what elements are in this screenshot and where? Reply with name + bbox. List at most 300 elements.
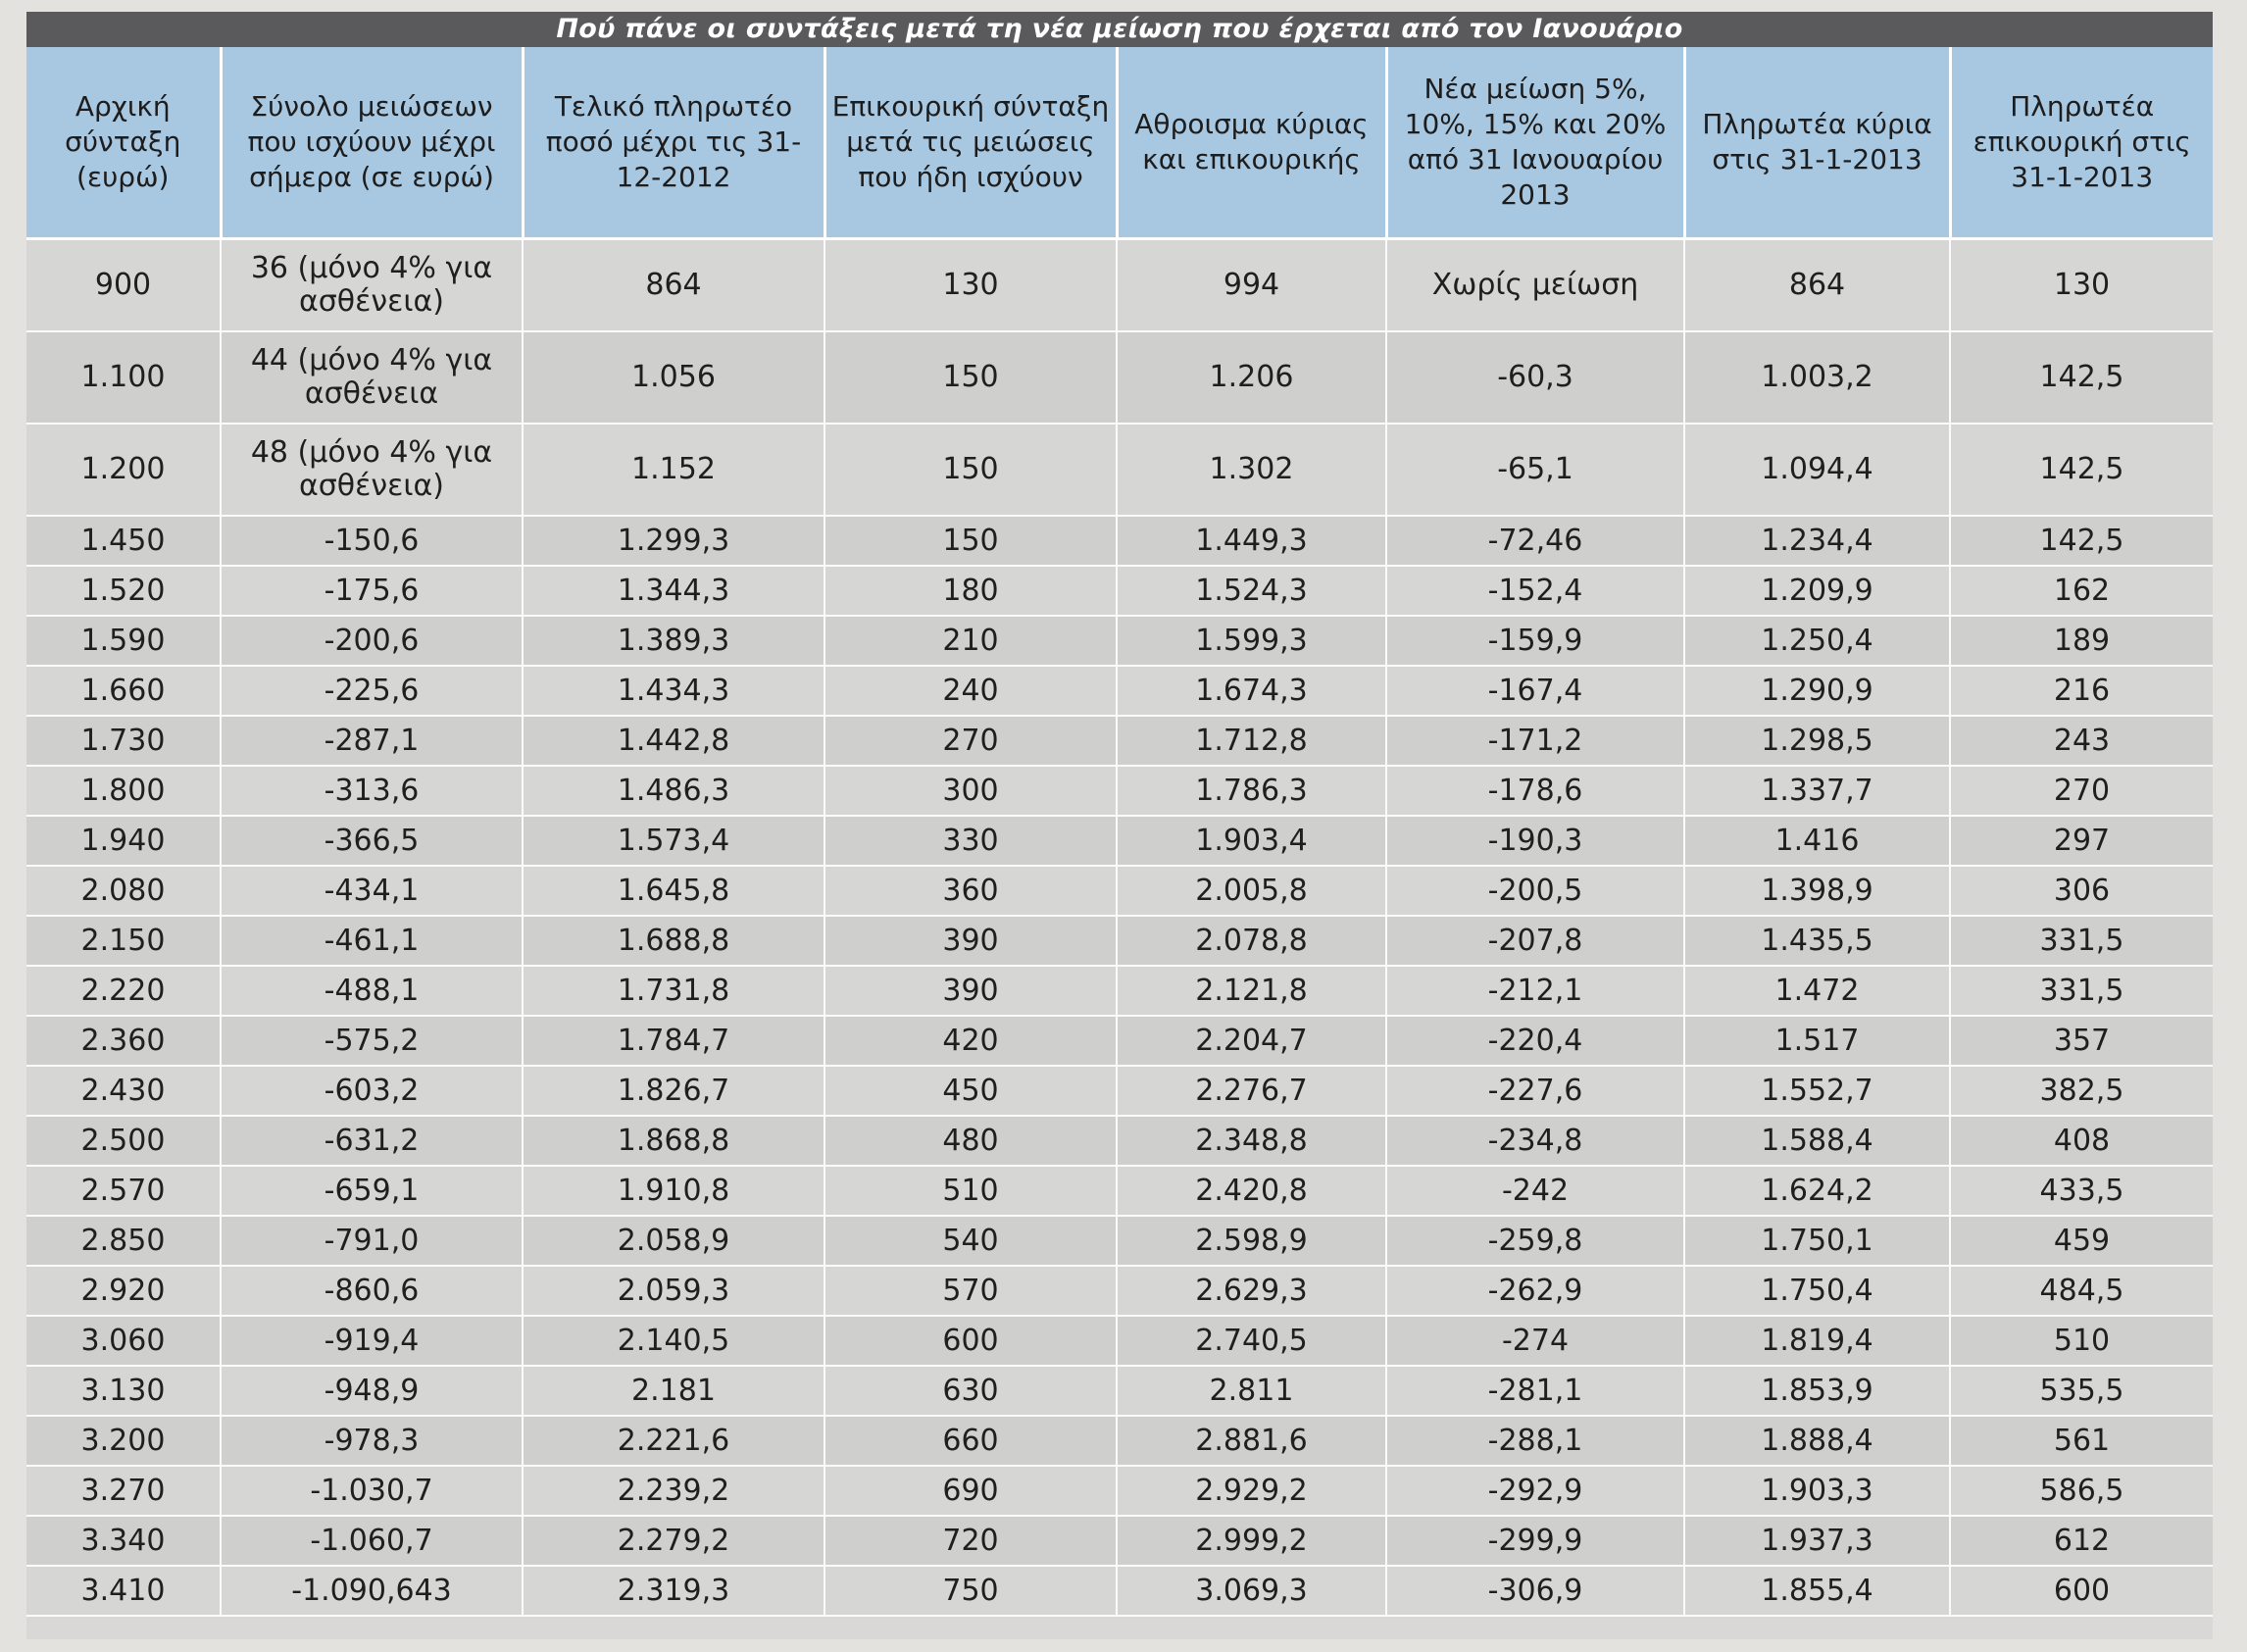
cell-value: -167,4 [1487, 673, 1583, 708]
table-cell [26, 566, 221, 616]
cell-value: 1.290,9 [1761, 673, 1873, 708]
cell-value: -159,9 [1487, 623, 1583, 658]
cell-value: 1.819,4 [1761, 1323, 1873, 1358]
cell-value: 420 [942, 1023, 999, 1058]
cell-value: 1.588,4 [1761, 1123, 1873, 1158]
cell-value: 2.811 [1209, 1373, 1294, 1408]
table-cell [26, 1066, 221, 1116]
table-cell [1386, 816, 1684, 866]
table-cell [221, 1066, 523, 1116]
cell-value: 1.003,2 [1761, 360, 1873, 394]
table-cell [824, 239, 1117, 332]
cell-value: 44 (μόνο 4% για ασθένεια [250, 343, 493, 411]
cell-value: -200,5 [1487, 873, 1583, 908]
cell-value: 357 [2053, 1023, 2111, 1058]
table-cell [1684, 1166, 1950, 1216]
cell-value: 1.750,4 [1761, 1273, 1873, 1308]
cell-value: -212,1 [1487, 973, 1583, 1008]
cell-value: 1.903,3 [1761, 1473, 1873, 1508]
table-cell [1684, 516, 1950, 566]
cell-value: 2.276,7 [1195, 1073, 1308, 1108]
cell-value: -72,46 [1487, 523, 1583, 558]
table-cell [824, 516, 1117, 566]
table-cell [1684, 616, 1950, 666]
table-cell [1117, 866, 1386, 916]
table-cell [824, 666, 1117, 716]
table-cell [523, 766, 824, 816]
cell-value: -220,4 [1487, 1023, 1583, 1058]
cell-value: 1.868,8 [617, 1123, 730, 1158]
table-cell [26, 616, 221, 666]
table-cell [824, 1116, 1117, 1166]
cell-value: 2.881,6 [1195, 1423, 1308, 1458]
cell-value: 2.150 [80, 923, 166, 958]
cell-value: -603,2 [324, 1073, 420, 1108]
column-header: Αθροισμα κύριας και επικουρικής [1117, 47, 1386, 239]
cell-value: 2.929,2 [1195, 1473, 1308, 1508]
cell-value: 1.937,3 [1761, 1523, 1873, 1558]
cell-value: 390 [942, 923, 999, 958]
table-cell [1950, 616, 2213, 666]
table-cell [523, 866, 824, 916]
cell-value: 150 [942, 523, 999, 558]
table-cell [26, 1016, 221, 1066]
table-cell [1950, 1516, 2213, 1566]
cell-value: 1.517 [1774, 1023, 1860, 1058]
table-cell [1950, 566, 2213, 616]
table-cell [26, 966, 221, 1016]
table-cell [1684, 1316, 1950, 1366]
cell-value: 2.629,3 [1195, 1273, 1308, 1308]
table-cell [824, 1166, 1117, 1216]
cell-value: 570 [942, 1273, 999, 1308]
cell-value: 1.337,7 [1761, 773, 1873, 808]
table-cell [1386, 1266, 1684, 1316]
table-cell [1386, 239, 1684, 332]
cell-value: 2.319,3 [617, 1573, 730, 1608]
table-cell [26, 1216, 221, 1266]
table-cell [824, 866, 1117, 916]
table-cell [1386, 1216, 1684, 1266]
table-cell [1117, 1516, 1386, 1566]
column-header: Πληρωτέα επικουρική στις 31-1-2013 [1950, 47, 2213, 239]
cell-value: 36 (μόνο 4% για ασθένεια) [250, 251, 493, 319]
cell-value: 142,5 [2039, 360, 2124, 394]
cell-value: 3.060 [80, 1323, 166, 1358]
table-cell [824, 424, 1117, 516]
table-row [26, 866, 2213, 916]
table-cell [1117, 1216, 1386, 1266]
column-header: Τελικό πληρωτέο ποσό μέχρι τις 31-12-2012 [523, 47, 824, 239]
table-cell [221, 916, 523, 966]
cell-value: 1.416 [1774, 823, 1860, 858]
cell-value: -860,6 [324, 1273, 420, 1308]
cell-value: 330 [942, 823, 999, 858]
cell-value: 1.855,4 [1761, 1573, 1873, 1608]
cell-value: 390 [942, 973, 999, 1008]
cell-value: 600 [942, 1323, 999, 1358]
table-cell [221, 1116, 523, 1166]
table-cell [26, 1366, 221, 1416]
table-cell [1117, 1416, 1386, 1466]
cell-value: -234,8 [1487, 1123, 1583, 1158]
cell-value: -978,3 [324, 1423, 420, 1458]
cell-value: 130 [942, 268, 999, 302]
cell-value: 300 [942, 773, 999, 808]
cell-value: -200,6 [324, 623, 420, 658]
cell-value: -659,1 [324, 1173, 420, 1208]
table-cell [221, 766, 523, 816]
table-cell [1386, 1116, 1684, 1166]
cell-value: -575,2 [324, 1023, 420, 1058]
table-row [26, 1516, 2213, 1566]
cell-value: 2.850 [80, 1223, 166, 1258]
cell-value: 1.660 [80, 673, 166, 708]
cell-value: 1.624,2 [1761, 1173, 1873, 1208]
cell-value: 1.910,8 [617, 1173, 730, 1208]
table-cell [1117, 1266, 1386, 1316]
table-cell [1386, 1566, 1684, 1616]
table-cell [1684, 239, 1950, 332]
table-cell [824, 766, 1117, 816]
table-cell [26, 916, 221, 966]
cell-value: 2.740,5 [1195, 1323, 1308, 1358]
table-cell [1684, 1466, 1950, 1516]
cell-value: 1.800 [80, 773, 166, 808]
table-cell [1117, 916, 1386, 966]
table-cell [221, 566, 523, 616]
table-cell [1950, 766, 2213, 816]
table-cell [1950, 1066, 2213, 1116]
table-cell [824, 1466, 1117, 1516]
table-cell [1117, 1566, 1386, 1616]
cell-value: -306,9 [1487, 1573, 1583, 1608]
table-cell [523, 916, 824, 966]
cell-value: 1.250,4 [1761, 623, 1873, 658]
table-cell [1684, 966, 1950, 1016]
table-cell [824, 1516, 1117, 1566]
cell-value: 660 [942, 1423, 999, 1458]
cell-value: -207,8 [1487, 923, 1583, 958]
table-cell [221, 1216, 523, 1266]
cell-value: -65,1 [1497, 452, 1573, 486]
cell-value: 1.435,5 [1761, 923, 1873, 958]
cell-value: 1.903,4 [1195, 823, 1308, 858]
table-row [26, 239, 2213, 332]
cell-value: 1.826,7 [617, 1073, 730, 1108]
cell-value: 750 [942, 1573, 999, 1608]
table-cell [26, 1416, 221, 1466]
cell-value: 1.449,3 [1195, 523, 1308, 558]
table-cell [26, 816, 221, 866]
table-cell [26, 516, 221, 566]
cell-value: 210 [942, 623, 999, 658]
cell-value: 306 [2053, 873, 2111, 908]
column-header: Σύνολο μειώσεων που ισχύουν μέχρι σήμερα (σε ευρώ) [221, 47, 523, 239]
table-cell [1117, 666, 1386, 716]
cell-value: 1.472 [1774, 973, 1860, 1008]
table-cell [523, 566, 824, 616]
table-cell [523, 1316, 824, 1366]
cell-value: -242 [1501, 1173, 1570, 1208]
cell-value: 3.340 [80, 1523, 166, 1558]
table-cell [26, 424, 221, 516]
table-cell [1950, 1266, 2213, 1316]
cell-value: -299,9 [1487, 1523, 1583, 1558]
table-cell [1950, 966, 2213, 1016]
table-cell [1950, 716, 2213, 766]
table-cell [1386, 331, 1684, 424]
cell-value: 240 [942, 673, 999, 708]
table-cell [1117, 331, 1386, 424]
table-cell [1117, 966, 1386, 1016]
table-cell [1950, 1016, 2213, 1066]
table-cell [1386, 666, 1684, 716]
table-cell [523, 1016, 824, 1066]
cell-value: -60,3 [1497, 360, 1573, 394]
table-cell [221, 616, 523, 666]
cell-value: -461,1 [324, 923, 420, 958]
table-cell [523, 716, 824, 766]
table-cell [523, 1566, 824, 1616]
cell-value: 270 [2053, 773, 2111, 808]
table-row [26, 1216, 2213, 1266]
cell-value: 382,5 [2039, 1073, 2124, 1108]
cell-value: 864 [1788, 268, 1846, 302]
cell-value: 3.130 [80, 1373, 166, 1408]
table-cell [221, 239, 523, 332]
table-cell [824, 1566, 1117, 1616]
cell-value: 2.570 [80, 1173, 166, 1208]
table-cell [221, 1166, 523, 1216]
table-cell [26, 1516, 221, 1566]
cell-value: 2.059,3 [617, 1273, 730, 1308]
cell-value: -631,2 [324, 1123, 420, 1158]
table-cell [824, 1366, 1117, 1416]
cell-value: 586,5 [2039, 1473, 2124, 1508]
table-cell [1950, 1316, 2213, 1366]
cell-value: 612 [2053, 1523, 2111, 1558]
table-cell [1117, 1316, 1386, 1366]
table-cell [26, 666, 221, 716]
table-body [26, 239, 2213, 1617]
table-cell [1950, 666, 2213, 716]
table-cell [523, 1066, 824, 1116]
table-cell [523, 424, 824, 516]
cell-value: -274 [1501, 1323, 1570, 1358]
cell-value: 540 [942, 1223, 999, 1258]
table-cell [1386, 1466, 1684, 1516]
pension-table [26, 47, 2213, 1617]
cell-value: 480 [942, 1123, 999, 1158]
table-cell [824, 966, 1117, 1016]
cell-value: 3.270 [80, 1473, 166, 1508]
cell-value: 2.279,2 [617, 1523, 730, 1558]
cell-value: 450 [942, 1073, 999, 1108]
cell-value: 630 [942, 1373, 999, 1408]
cell-value: 189 [2053, 623, 2111, 658]
cell-value: 1.750,1 [1761, 1223, 1873, 1258]
cell-value: 1.056 [631, 360, 716, 394]
table-row [26, 566, 2213, 616]
cell-value: 2.204,7 [1195, 1023, 1308, 1058]
table-cell [221, 516, 523, 566]
cell-value: -1.030,7 [310, 1473, 433, 1508]
table-cell [1950, 916, 2213, 966]
table-row [26, 1366, 2213, 1416]
table-cell [1684, 916, 1950, 966]
table-row [26, 1116, 2213, 1166]
table-cell [1117, 1366, 1386, 1416]
column-header: Επικουρική σύνταξη μετά τις μειώσεις που ήδη ισχύουν [824, 47, 1117, 239]
table-row [26, 1416, 2213, 1466]
cell-value: 1.888,4 [1761, 1423, 1873, 1458]
cell-value: 1.674,3 [1195, 673, 1308, 708]
table-cell [824, 616, 1117, 666]
table-cell [221, 1466, 523, 1516]
table-cell [523, 516, 824, 566]
table-cell [221, 816, 523, 866]
table-cell [221, 331, 523, 424]
table-cell [1684, 1216, 1950, 1266]
cell-value: 1.552,7 [1761, 1073, 1873, 1108]
cell-value: 1.200 [80, 452, 166, 486]
cell-value: Χωρίς μείωση [1431, 268, 1639, 302]
table-cell [523, 1166, 824, 1216]
cell-value: 1.299,3 [617, 523, 730, 558]
cell-value: 142,5 [2039, 452, 2124, 486]
cell-value: 1.730 [80, 723, 166, 758]
table-row [26, 516, 2213, 566]
cell-value: 1.786,3 [1195, 773, 1308, 808]
table-cell [824, 1216, 1117, 1266]
column-header: Νέα μείωση 5%, 10%, 15% και 20% από 31 Ιανουαρίου 2013 [1386, 47, 1684, 239]
table-row [26, 1266, 2213, 1316]
table-cell [523, 1466, 824, 1516]
cell-value: -434,1 [324, 873, 420, 908]
table-cell [221, 1416, 523, 1466]
table-row [26, 331, 2213, 424]
table-cell [26, 1566, 221, 1616]
cell-value: 433,5 [2039, 1173, 2124, 1208]
table-cell [1684, 716, 1950, 766]
cell-value: 2.078,8 [1195, 923, 1308, 958]
cell-value: 2.360 [80, 1023, 166, 1058]
cell-value: 2.140,5 [617, 1323, 730, 1358]
cell-value: 48 (μόνο 4% για ασθένεια) [250, 435, 493, 503]
table-cell [1386, 566, 1684, 616]
table-cell [1386, 1166, 1684, 1216]
table-cell [1950, 1366, 2213, 1416]
table-cell [1386, 516, 1684, 566]
cell-value: -281,1 [1487, 1373, 1583, 1408]
table-cell [1950, 1566, 2213, 1616]
table-cell [1386, 1316, 1684, 1366]
table-cell [523, 616, 824, 666]
cell-value: 561 [2053, 1423, 2111, 1458]
cell-value: 2.121,8 [1195, 973, 1308, 1008]
cell-value: 3.069,3 [1195, 1573, 1308, 1608]
cell-value: 720 [942, 1523, 999, 1558]
table-cell [1684, 816, 1950, 866]
table-row [26, 1016, 2213, 1066]
table-cell [1386, 1016, 1684, 1066]
table-cell [824, 916, 1117, 966]
pension-table-panel [26, 12, 2213, 1639]
table-row [26, 1316, 2213, 1366]
cell-value: 331,5 [2039, 973, 2124, 1008]
cell-value: 1.234,4 [1761, 523, 1873, 558]
table-cell [26, 239, 221, 332]
table-cell [824, 566, 1117, 616]
table-cell [1950, 816, 2213, 866]
table-cell [523, 1266, 824, 1316]
cell-value: 1.520 [80, 573, 166, 608]
table-cell [26, 766, 221, 816]
table-cell [523, 666, 824, 716]
table-cell [1117, 616, 1386, 666]
table-cell [1117, 516, 1386, 566]
table-cell [221, 1266, 523, 1316]
cell-value: 3.410 [80, 1573, 166, 1608]
table-cell [523, 239, 824, 332]
table-row [26, 1466, 2213, 1516]
cell-value: 2.181 [631, 1373, 716, 1408]
table-cell [1386, 916, 1684, 966]
cell-value: -262,9 [1487, 1273, 1583, 1308]
cell-value: 1.940 [80, 823, 166, 858]
cell-value: 1.573,4 [617, 823, 730, 858]
table-row [26, 816, 2213, 866]
column-header: Πληρωτέα κύρια στις 31-1-2013 [1684, 47, 1950, 239]
cell-value: 2.430 [80, 1073, 166, 1108]
cell-value: -287,1 [324, 723, 420, 758]
cell-value: -488,1 [324, 973, 420, 1008]
cell-value: 162 [2053, 573, 2111, 608]
table-cell [221, 866, 523, 916]
table-cell [1386, 866, 1684, 916]
table-cell [1684, 1016, 1950, 1066]
table-cell [523, 331, 824, 424]
cell-value: -150,6 [324, 523, 420, 558]
table-cell [26, 716, 221, 766]
cell-value: 1.599,3 [1195, 623, 1308, 658]
cell-value: 690 [942, 1473, 999, 1508]
table-cell [1386, 766, 1684, 816]
cell-value: 1.094,4 [1761, 452, 1873, 486]
cell-value: 1.389,3 [617, 623, 730, 658]
table-cell [1386, 1366, 1684, 1416]
cell-value: 2.239,2 [617, 1473, 730, 1508]
table-row [26, 1166, 2213, 1216]
table-cell [824, 1016, 1117, 1066]
table-cell [1386, 966, 1684, 1016]
cell-value: 150 [942, 452, 999, 486]
table-cell [1117, 716, 1386, 766]
table-cell [523, 1516, 824, 1566]
table-cell [1950, 866, 2213, 916]
cell-value: 2.221,6 [617, 1423, 730, 1458]
table-cell [1684, 1066, 1950, 1116]
cell-value: 459 [2053, 1223, 2111, 1258]
table-cell [221, 1366, 523, 1416]
cell-value: 1.442,8 [617, 723, 730, 758]
cell-value: 2.598,9 [1195, 1223, 1308, 1258]
table-row [26, 766, 2213, 816]
table-cell [1684, 1116, 1950, 1166]
table-cell [1117, 816, 1386, 866]
cell-value: 2.080 [80, 873, 166, 908]
